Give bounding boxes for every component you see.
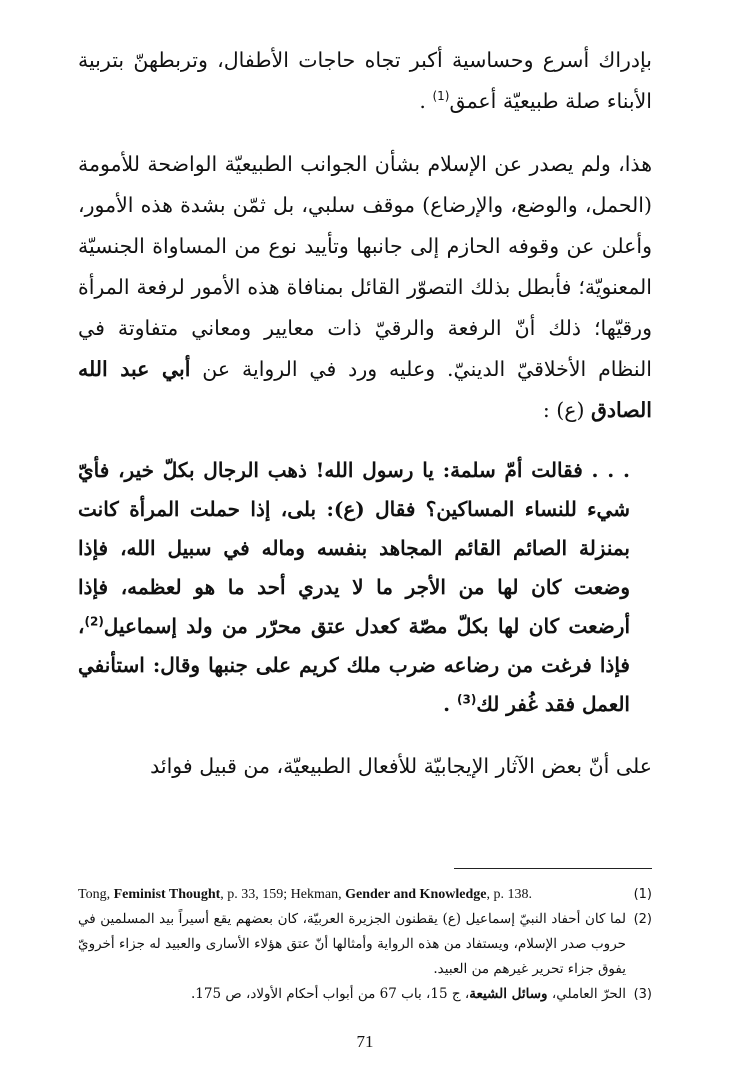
hadith-quote	[78, 451, 630, 724]
footnote-2	[78, 907, 652, 982]
quote-end: .	[443, 692, 458, 716]
footnote-2-number: (2)	[633, 912, 652, 927]
footnote-1-page: , p. 138.	[486, 887, 532, 902]
paragraph-2-end: (ع) :	[542, 398, 591, 422]
footnote-3-number: (3)	[633, 987, 652, 1002]
paragraph-2-text: هذا، ولم يصدر عن الإسلام بشأن الجوانب الطبيعيّة الواضحة للأمومة (الحمل، والوضع، والإرضاع) موقف سلبي، بل ثمّن بشدة هذه الأمور، وأعلن عن وقوفه الحازم إلى جانبها وتأييد نوع من المساواة الجنسيّة المعنويّة؛ فأبطل بذلك التصوّر القائل بمنافاة هذه الأمور لرفعة المرأة ورقيّها؛ ذلك أنّ الرفعة والرقيّ ذات معايير ومعاني متفاوتة في النظام الأخلاقيّ الدينيّ. وعليه ورد في الرواية عن	[78, 152, 652, 381]
footnotes	[78, 882, 652, 1007]
footnote-1-number: (1)	[633, 887, 652, 902]
footnote-1-title-1: Feminist Thought	[113, 887, 221, 902]
footnote-1-author-1: Tong,	[78, 887, 114, 902]
book-page	[78, 40, 652, 1089]
footnote-1-title-2: Gender and Knowledge	[345, 887, 487, 902]
paragraph-2-bold-name: أبي عبد الله الصادق	[78, 357, 652, 422]
footnote-1-author-2: , p. 33, 159; Hekman,	[220, 887, 346, 902]
footnote-1	[78, 882, 652, 907]
paragraph-1-end: .	[419, 89, 433, 113]
footnote-ref-3: (3)	[457, 692, 477, 707]
quote-part-2: ، فإذا فرغت من رضاعه ضرب ملك كريم على جنبها وقال: استأنفي العمل فقد غُفر لك	[78, 614, 630, 716]
footnote-3-ref: ، ج 15، باب 67 من أبواب أحكام الأولاد، ص 175.	[190, 986, 470, 1002]
paragraph-1	[78, 40, 652, 122]
footnote-divider	[454, 868, 652, 869]
page-number: 71	[356, 1032, 374, 1051]
paragraph-2	[78, 144, 652, 431]
footnote-1-text	[78, 882, 626, 907]
footnote-3-title: وسائل الشيعة	[469, 986, 548, 1002]
paragraph-1-text: بإدراك أسرع وحساسية أكبر تجاه حاجات الأطفال، وتربطهنّ بتربية الأبناء صلة طبيعيّة أعمق	[78, 48, 652, 113]
paragraph-3-text: على أنّ بعض الآثار الإيجابيّة للأفعال الطبيعيّة، من قبيل فوائد	[150, 754, 652, 778]
footnote-ref-1: (1)	[432, 89, 450, 104]
footnote-2-text: لما كان أحفاد النبيّ إسماعيل (ع) يقطنون الجزيرة العربيّة، كان بعضهم يقع أسيراً بيد المسلمين في حروب صدر الإسلام، ويستفاد من هذه الرواية وأمثالها أنّ عتق هؤلاء الأسارى والعبيد له جزاء أخرويّ يفوق جزاء تحرير غيرهم من العبيد.	[78, 911, 626, 977]
footnote-3	[78, 982, 652, 1007]
footnote-ref-2: (2)	[84, 614, 104, 629]
paragraph-3	[78, 746, 652, 787]
quote-part-1: . . . فقالت أمّ سلمة: يا رسول الله! ذهب الرجال بكلّ خير، فأيّ شيء للنساء المساكين؟ فقال (ع): بلى، إذا حملت المرأة كانت بمنزلة الصائم القائم المجاهد بنفسه وماله في سبيل الله، فإذا وضعت كان لها من الأجر ما لا يدري أحد ما هو لعظمه، فإذا أرضعت كان لها بكلّ مصّة كعدل عتق محرّر من ولد إسماعيل	[78, 458, 630, 638]
footnote-3-author: الحرّ العاملي،	[547, 986, 626, 1002]
footnote-3-text	[78, 982, 626, 1007]
